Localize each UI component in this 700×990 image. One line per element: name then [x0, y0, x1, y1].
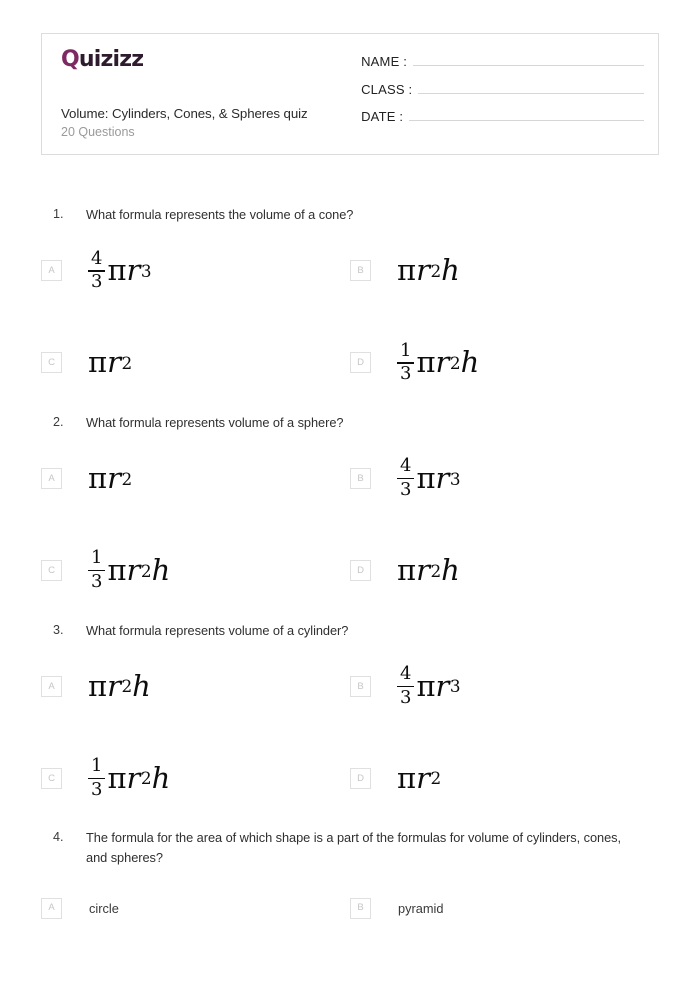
- option-label: pyramid: [398, 900, 444, 916]
- option-label: circle: [89, 900, 119, 916]
- math-formula: $\frac{1}{3}$ π r 2 h: [88, 757, 170, 799]
- question-text-2: What formula represents volume of a sphere?: [86, 414, 344, 430]
- option-content: [62, 668, 350, 703]
- option-content: [62, 345, 350, 380]
- math-formula: π r 2: [88, 461, 133, 496]
- question-list: [41, 205, 659, 930]
- class-field-label: CLASS :: [361, 81, 413, 97]
- question-block-3: [41, 621, 659, 825]
- option-2-d[interactable]: [350, 525, 659, 617]
- question-text-1: What formula represents the volume of a cone?: [86, 207, 354, 222]
- question-heading-1: [41, 205, 659, 225]
- class-input-line[interactable]: [418, 79, 644, 94]
- question-number-4: 4.: [53, 830, 64, 845]
- class-field-row: [361, 79, 644, 97]
- math-formula: $\frac{4}{3}$ π r 3: [397, 665, 461, 707]
- math-formula: π r 2 h: [397, 553, 460, 588]
- option-content: [371, 665, 659, 707]
- option-letter-badge: D: [350, 352, 371, 373]
- date-input-line[interactable]: [409, 106, 644, 121]
- math-formula: $\frac{4}{3}$ π r 3: [88, 250, 152, 292]
- option-2-b[interactable]: [350, 433, 659, 525]
- math-formula: π r 2 h: [397, 253, 460, 288]
- option-3-a[interactable]: [41, 640, 350, 732]
- option-content: [371, 553, 659, 588]
- option-3-d[interactable]: [350, 732, 659, 824]
- option-3-b[interactable]: [350, 640, 659, 732]
- option-letter-badge: A: [41, 468, 62, 489]
- quiz-question-count: 20 Questions: [61, 124, 135, 139]
- logo-text: uizizz: [78, 47, 144, 72]
- option-1-a[interactable]: [41, 225, 350, 317]
- options-grid-1: [41, 225, 659, 409]
- option-1-b[interactable]: [350, 225, 659, 317]
- option-2-a[interactable]: [41, 433, 350, 525]
- option-4-b[interactable]: [350, 886, 659, 930]
- question-number-1: 1.: [53, 207, 64, 221]
- option-1-d[interactable]: [350, 317, 659, 409]
- options-grid-2: [41, 433, 659, 617]
- option-letter-badge: A: [41, 898, 62, 919]
- question-heading-3: [41, 621, 659, 641]
- date-field-label: DATE :: [361, 109, 404, 124]
- worksheet-header-card: [41, 33, 659, 155]
- option-letter-badge: D: [350, 768, 371, 789]
- question-heading-4: [41, 828, 659, 868]
- option-2-c[interactable]: [41, 525, 350, 617]
- option-content: [371, 339, 659, 385]
- question-number-2: 2.: [53, 414, 64, 429]
- option-letter-badge: A: [41, 676, 62, 697]
- question-heading-2: [41, 413, 659, 433]
- worksheet-page: [0, 33, 700, 990]
- option-content: [62, 247, 350, 293]
- option-letter-badge: B: [350, 676, 371, 697]
- date-field-row: [361, 106, 644, 124]
- quizizz-logo: [61, 49, 353, 71]
- math-formula: $\frac{4}{3}$ π r 3: [397, 457, 461, 499]
- name-field-label: NAME :: [361, 54, 408, 69]
- question-number-3: 3.: [53, 622, 64, 637]
- option-content: [62, 461, 350, 496]
- options-grid-4: [41, 886, 659, 930]
- math-formula: $\frac{1}{3}$ π r 2 h: [88, 549, 170, 591]
- math-formula: π r 2 h: [88, 668, 151, 703]
- question-block-2: [41, 413, 659, 617]
- option-letter-badge: C: [41, 768, 62, 789]
- option-letter-badge: B: [350, 898, 371, 919]
- student-info-fields: [353, 34, 658, 154]
- header-left-column: [42, 34, 353, 154]
- option-3-c[interactable]: [41, 732, 350, 824]
- name-input-line[interactable]: [413, 51, 644, 66]
- option-content: [371, 760, 659, 795]
- question-text-3: What formula represents volume of a cylinder?: [86, 622, 349, 638]
- option-4-a[interactable]: [41, 886, 350, 930]
- quiz-title-block: [61, 105, 353, 141]
- option-content: [62, 757, 350, 799]
- option-letter-badge: B: [350, 260, 371, 281]
- option-letter-badge: A: [41, 260, 62, 281]
- option-content: [62, 549, 350, 591]
- question-block-1: [41, 205, 659, 409]
- math-formula: $\frac{1}{3}$ π r 2 h: [397, 342, 479, 384]
- quiz-title: Volume: Cylinders, Cones, & Spheres quiz: [61, 106, 308, 121]
- option-content: [371, 253, 659, 288]
- option-content: [371, 457, 659, 499]
- question-block-4: [41, 828, 659, 930]
- option-letter-badge: B: [350, 468, 371, 489]
- math-formula: π r 2: [88, 345, 133, 380]
- option-1-c[interactable]: [41, 317, 350, 409]
- logo-q-glyph: Q: [61, 47, 79, 72]
- name-field-row: [361, 51, 644, 69]
- option-letter-badge: C: [41, 560, 62, 581]
- math-formula: π r 2: [397, 760, 442, 795]
- option-letter-badge: C: [41, 352, 62, 373]
- question-text-4: The formula for the area of which shape is a part of the formulas for volume of cylinders, cones, and spheres?: [86, 830, 622, 866]
- option-letter-badge: D: [350, 560, 371, 581]
- options-grid-3: [41, 640, 659, 824]
